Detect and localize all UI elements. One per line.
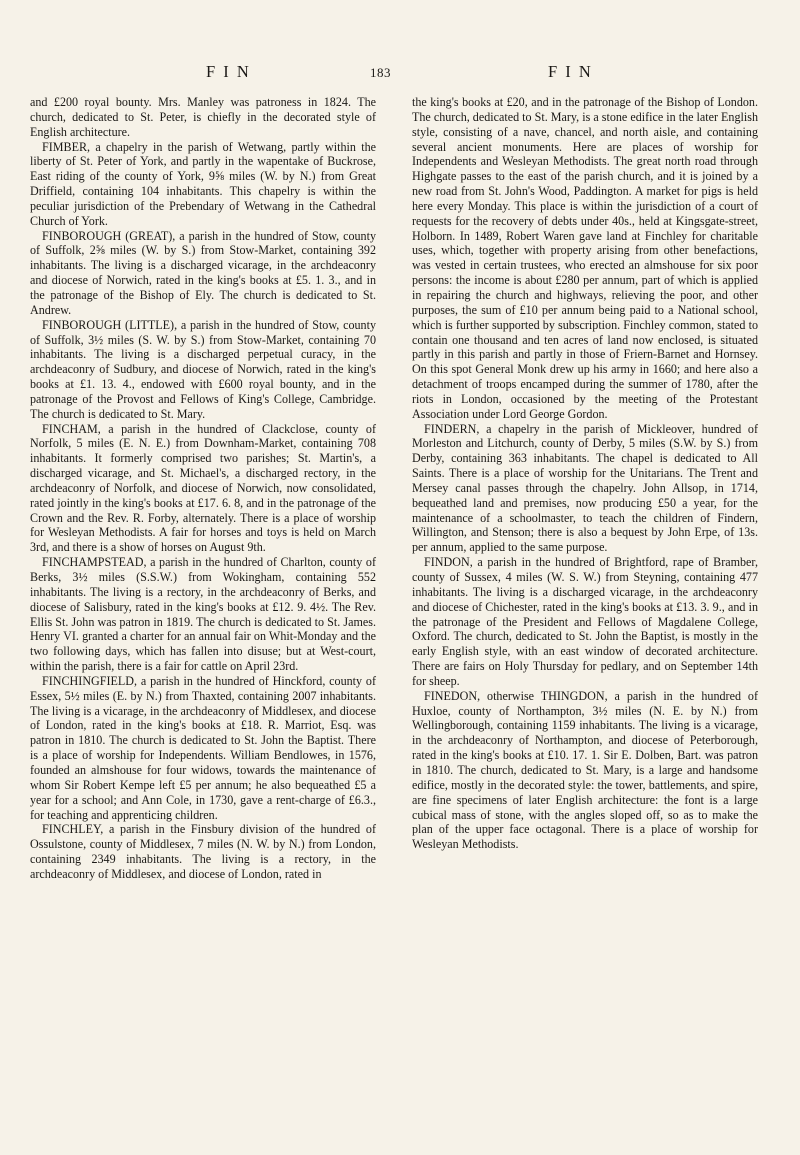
left-column bbox=[30, 95, 376, 882]
page-number: 183 bbox=[370, 65, 391, 80]
header-right: F I N bbox=[548, 62, 593, 81]
entry-fimber: FIMBER, a chapelry in the parish of Wetwang, partly within the liberty of St. Peter of York, and partly in the wapentake of Buckrose, East riding of the county of York, 9⅝ miles (W. by N.) from Great Driffield, containing 104 inhabitants. This chapelry is within the peculiar jurisdiction of the Prebendary of Wetwang in the Cathedral Church of York. bbox=[30, 139, 376, 228]
entry-finchley: FINCHLEY, a parish in the Finsbury division of the hundred of Ossulstone, county of Middlesex, 7 miles (N. W. by N.) from London, containing 2349 inhabitants. The living is a rectory, in the archdeaconry of Middlesex, and diocese of London, rated in bbox=[30, 822, 376, 881]
header-left: F I N bbox=[206, 62, 251, 81]
entry-finchingfield: FINCHINGFIELD, a parish in the hundred of Hinckford, county of Essex, 5½ miles (E. by N.) from Thaxted, containing 2007 inhabitants. The living is a vicarage, in the archdeaconry of Middlesex, and diocese of London, rated in the king's books at £18. R. Marriot, Esq. was patron in 1810. The church is dedicated to St. John the Baptist. There is a place of worship for Independents. William Bendlowes, in 1576, founded an almshouse for four widows, towards the maintenance of whom Sir Robert Kempe left £5 per annum; he also bequeathed £5 a year for a school; and Ann Cole, in 1730, gave a rent-charge of £6.3., for teaching and apprenticing children. bbox=[30, 673, 376, 822]
entry-continuation: and £200 royal bounty. Mrs. Manley was patroness in 1824. The church, dedicated to St. Peter, is chiefly in the decorated style of English architecture. bbox=[30, 95, 376, 139]
entry-finchampstead: FINCHAMPSTEAD, a parish in the hundred of Charlton, county of Berks, 3½ miles (S.S.W.) from Wokingham, containing 552 inhabitants. The living is a rectory, in the archdeaconry of Berks, and diocese of Salisbury, rated in the king's books at £12. 9. 4½. The Rev. Ellis St. John was patron in 1819. The church is dedicated to St. James. Henry VI. granted a charter for an annual fair on Whit-Monday and the two following days, which has fallen into disuse; but at West-court, within the parish, there is a fair for cattle on April 23rd. bbox=[30, 555, 376, 674]
entry-finchley-continued: the king's books at £20, and in the patronage of the Bishop of London. The church, dedicated to St. Mary, is a stone edifice in the later English style, consisting of a nave, chancel, and north aisle, and containing several ancient monuments. Here are places of worship for Independents and Wesleyan Methodists. The great north road through Highgate passes to the east of the parish church, and it is joined by a new road from St. John's Wood, Paddington. A market for pigs is held here every Monday. This place is within the jurisdiction of a court of requests for the recovery of debts under 40s., held at Kingsgate-street, Holborn. In 1489, Robert Waren gave land at Finchley for charitable uses, which, together with property arising from other benefactions, was vested in certain trustees, who erected an almshouse for six poor persons: the income is about £280 per annum, part of which is applied in repairing the church and highways, relieving the poor, and other purposes, the sum of £10 per annum being paid to a National school, which is further supported by subscription. Finchley common, stated to contain one thousand and ten acres of land now enclosed, is situated partly in this parish and partly in those of Friern-Barnet and Hornsey. On this spot General Monk drew up his army in 1660; and here also a detachment of troops encamped during the summer of 1780, after the riots in London, occasioned by the meeting of the Protestant Association under Lord George Gordon. bbox=[412, 95, 758, 421]
entry-finborough-great: FINBOROUGH (GREAT), a parish in the hundred of Stow, county of Suffolk, 2⅝ miles (W. by S.) from Stow-Market, containing 392 inhabitants. The living is a discharged vicarage, in the archdeaconry and diocese of Norwich, rated in the king's books at £5. 1. 3., and in the patronage of the Bishop of Ely. The church is dedicated to St. Andrew. bbox=[30, 228, 376, 317]
running-header bbox=[28, 62, 766, 84]
entry-findon: FINDON, a parish in the hundred of Brightford, rape of Bramber, county of Sussex, 4 miles (W. S. W.) from Steyning, containing 477 inhabitants. The living is a discharged vicarage, in the archdeaconry and diocese of Chichester, rated in the king's books at £13. 3. 9., and in the patronage of the President and Fellows of Magdalene College, Oxford. The church, dedicated to St. John the Baptist, is mostly in the early English style, with an east window of decorated architecture. There are fairs on Holy Thursday for pedlary, and on September 14th for sheep. bbox=[412, 555, 758, 688]
entry-findern: FINDERN, a chapelry in the parish of Mickleover, hundred of Morleston and Litchurch, county of Derby, 5 miles (S.W. by S.) from Derby, containing 363 inhabitants. The chapel is dedicated to All Saints. There is a place of worship for the Unitarians. The Trent and Mersey canal passes through the chapelry. John Allsop, in 1714, bequeathed land and premises, now producing £50 a year, for the maintenance of a schoolmaster, to teach the children of Findern, Willington, and Stenson; there is also a bequest by John Erpe, of 13s. per annum, applied to the same purpose. bbox=[412, 421, 758, 555]
entry-finedon: FINEDON, otherwise THINGDON, a parish in the hundred of Huxloe, county of Northampton, 3½ miles (N. E. by N.) from Wellingborough, containing 1159 inhabitants. The living is a vicarage, in the archdeaconry of Northampton, and diocese of Peterborough, rated in the king's books at £10. 17. 1. Sir E. Dolben, Bart. was patron in 1810. The church, dedicated to St. Mary, is a large and handsome edifice, mostly in the decorated style: the tower, battlements, and spire, are fine specimens of later English architecture: the font is a large cubical mass of stone, with the angles sloped off, so as to make the plan of the upper face octagonal. There is a place of worship for Wesleyan Methodists. bbox=[412, 688, 758, 852]
entry-finborough-little: FINBOROUGH (LITTLE), a parish in the hundred of Stow, county of Suffolk, 3½ miles (S. W. by S.) from Stow-Market, containing 70 inhabitants. The living is a discharged perpetual curacy, in the archdeaconry of Sudbury, and diocese of Norwich, rated in the king's books at £1. 13. 4., endowed with £600 royal bounty, and in the patronage of the Provost and Fellows of King's College, Cambridge. The church is dedicated to St. Mary. bbox=[30, 317, 376, 421]
right-column bbox=[412, 95, 758, 852]
entry-fincham: FINCHAM, a parish in the hundred of Clackclose, county of Norfolk, 5 miles (E. N. E.) from Downham-Market, containing 708 inhabitants. It formerly comprised two parishes; St. Martin's, a discharged vicarage, and St. Michael's, a discharged rectory, in the archdeaconry of Norfolk, and diocese of Norwich, now consolidated, rated jointly in the king's books at £17. 6. 8, and in the patronage of the Crown and the Rev. R. Forby, alternately. There is a place of worship for Wesleyan Methodists. A fair for horses and toys is held on March 3rd, and there is a show of horses on August 9th. bbox=[30, 421, 376, 555]
